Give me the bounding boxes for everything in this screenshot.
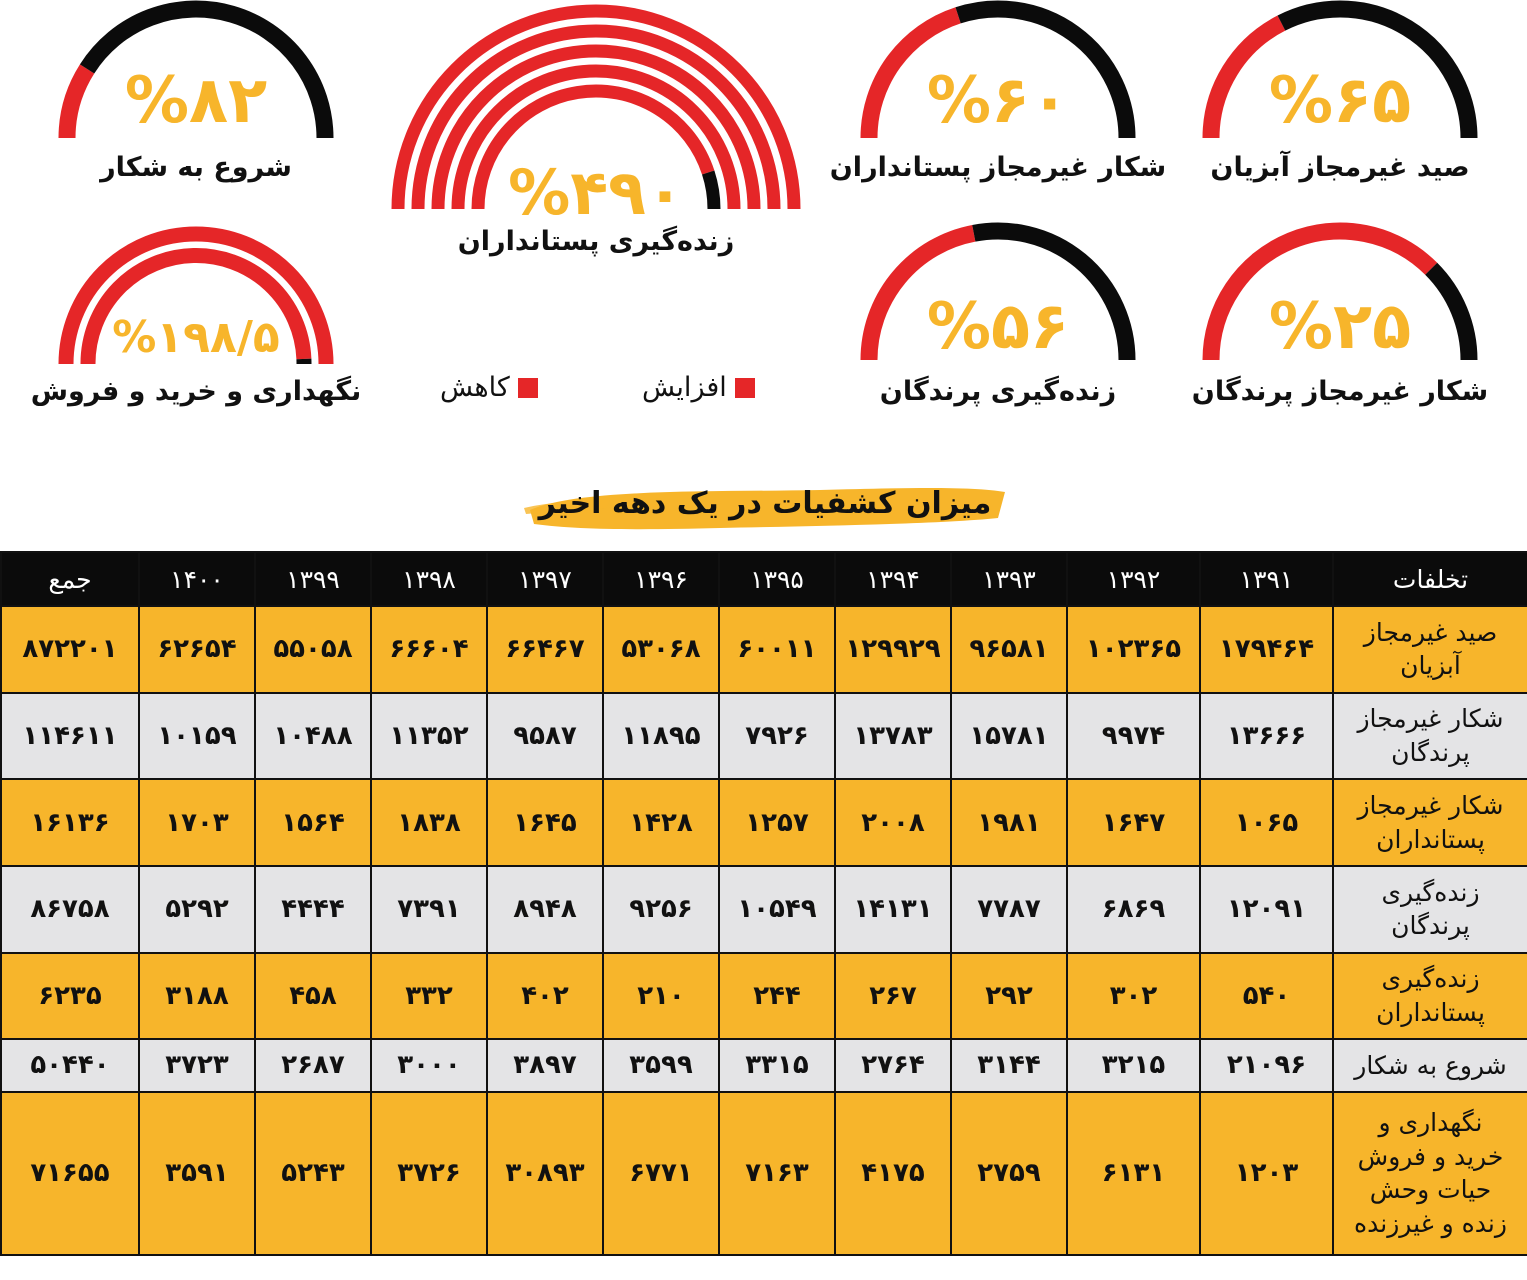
table-cell: ۱۱۴۶۱۱: [1, 693, 139, 780]
row-label: [1333, 953, 1527, 1040]
legend-increase-label: افزایش: [642, 372, 727, 403]
table-cell: ۱۹۸۱: [951, 779, 1067, 866]
row-label-line: زنده‌گیری: [1381, 877, 1480, 907]
gauge-zendegiri-pestandaran: [390, 28, 802, 273]
table-cell: ۲۶۷: [835, 953, 951, 1040]
table-row: [1, 953, 1527, 1040]
column-header: تخلفات: [1333, 552, 1527, 606]
row-label-line: شروع به شکار: [1354, 1050, 1507, 1080]
table-cell: ۲۹۲: [951, 953, 1067, 1040]
row-label-line: آبزیان: [1400, 651, 1461, 681]
table-cell: ۲۰۰۸: [835, 779, 951, 866]
table-cell: ۳۰۸۹۳: [487, 1092, 603, 1255]
table-cell: ۵۲۴۳: [255, 1092, 371, 1255]
column-header: ۱۳۹۵: [719, 552, 835, 606]
table-cell: ۱۲۵۷: [719, 779, 835, 866]
table-cell: ۴۴۴۴: [255, 866, 371, 953]
table-cell: ۹۲۵۶: [603, 866, 719, 953]
table-row: [1, 606, 1527, 693]
gauge-shoroo-shekar: [58, 6, 334, 196]
table-cell: ۷۱۶۳: [719, 1092, 835, 1255]
table-cell: ۱۴۱۳۱: [835, 866, 951, 953]
table-cell: ۱۸۳۸: [371, 779, 487, 866]
gauge-percent: %۱۹۸/۵: [112, 312, 280, 363]
gauge-percent: %۶۰: [926, 64, 1070, 138]
table-cell: ۶۶۴۶۷: [487, 606, 603, 693]
table-cell: ۶۲۶۵۴: [139, 606, 255, 693]
row-label-line: پستانداران: [1376, 997, 1485, 1027]
table-cell: ۶۱۳۱: [1067, 1092, 1200, 1255]
table-cell: ۱۴۲۸: [603, 779, 719, 866]
table-cell: ۶۸۶۹: [1067, 866, 1200, 953]
table-cell: ۱۳۷۸۳: [835, 693, 951, 780]
row-label-line: زنده‌گیری: [1381, 964, 1480, 994]
table-title-banner: [520, 478, 1010, 536]
table-cell: ۵۳۰۶۸: [603, 606, 719, 693]
column-header: ۱۳۹۳: [951, 552, 1067, 606]
table-row: [1, 1092, 1527, 1255]
table-cell: ۳۰۰۰: [371, 1039, 487, 1091]
table-cell: ۴۱۷۵: [835, 1092, 951, 1255]
row-label-line: پرندگان: [1391, 737, 1470, 767]
row-label: [1333, 866, 1527, 953]
row-label: [1333, 1039, 1527, 1091]
table-cell: ۶۷۷۱: [603, 1092, 719, 1255]
gauge-label: زنده‌گیری پستانداران: [457, 226, 735, 257]
gauge-shekar-parandegan: [1191, 228, 1489, 418]
table-cell: ۳۰۲: [1067, 953, 1200, 1040]
table-cell: ۸۷۲۲۰۱: [1, 606, 139, 693]
column-header: ۱۳۹۲: [1067, 552, 1200, 606]
gauge-zendegiri-parandegan: [860, 228, 1136, 418]
table-cell: ۲۱۰۹۶: [1200, 1039, 1333, 1091]
table-cell: ۱۱۸۹۵: [603, 693, 719, 780]
table-cell: ۵۴۰: [1200, 953, 1333, 1040]
table-cell: ۲۷۵۹: [951, 1092, 1067, 1255]
gauge-shekar-pestandaran: [829, 6, 1167, 196]
row-label: [1333, 779, 1527, 866]
row-label-line: شکار غیرمجاز: [1357, 704, 1504, 734]
table-row: [1, 866, 1527, 953]
column-header: ۱۳۹۸: [371, 552, 487, 606]
row-label-line: زنده و غیرزنده: [1354, 1209, 1507, 1239]
gauge-negahdari: [30, 228, 362, 418]
gauge-label: شروع به شکار: [100, 152, 292, 183]
table-cell: ۲۴۴: [719, 953, 835, 1040]
row-label-line: شکار غیرمجاز: [1357, 790, 1504, 820]
gauge-percent: %۶۵: [1268, 64, 1412, 138]
table-cell: ۱۲۰۹۱: [1200, 866, 1333, 953]
violations-table: [0, 551, 1527, 1256]
row-label: [1333, 1092, 1527, 1255]
legend-decrease-label: کاهش: [440, 372, 510, 403]
gauge-percent: %۸۲: [124, 64, 268, 138]
table-cell: ۳۲۱۵: [1067, 1039, 1200, 1091]
table-cell: ۹۶۵۸۱: [951, 606, 1067, 693]
table-cell: ۵۵۰۵۸: [255, 606, 371, 693]
table-cell: ۴۰۲: [487, 953, 603, 1040]
legend-decrease: [440, 372, 538, 403]
table-title: میزان کشفیات در یک دهه اخیر: [538, 486, 992, 521]
table-cell: ۳۵۹۹: [603, 1039, 719, 1091]
table-cell: ۷۹۲۶: [719, 693, 835, 780]
column-header: جمع: [1, 552, 139, 606]
row-label-line: نگهداری و: [1378, 1107, 1483, 1137]
table-cell: ۷۳۹۱: [371, 866, 487, 953]
gauge-label: شکار غیرمجاز پرندگان: [1191, 376, 1489, 407]
table-cell: ۵۲۹۲: [139, 866, 255, 953]
row-label-line: حیات وحش: [1369, 1175, 1492, 1205]
table-cell: ۱۰۱۵۹: [139, 693, 255, 780]
table-cell: ۱۶۴۵: [487, 779, 603, 866]
legend-increase: [642, 372, 755, 403]
table-cell: ۵۰۴۴۰: [1, 1039, 139, 1091]
table-cell: ۳۳۱۵: [719, 1039, 835, 1091]
column-header: ۱۳۹۷: [487, 552, 603, 606]
table-cell: ۱۷۹۴۶۴: [1200, 606, 1333, 693]
column-header: ۱۳۹۴: [835, 552, 951, 606]
table-cell: ۳۷۲۳: [139, 1039, 255, 1091]
table-cell: ۱۳۶۶۶: [1200, 693, 1333, 780]
table-cell: ۸۶۷۵۸: [1, 866, 139, 953]
table-cell: ۱۷۰۳: [139, 779, 255, 866]
table-cell: ۳۳۲: [371, 953, 487, 1040]
row-label: [1333, 606, 1527, 693]
table-cell: ۱۰۵۴۹: [719, 866, 835, 953]
gauge-percent: %۴۹۰: [508, 156, 684, 229]
gauge-label: نگهداری و خرید و فروش: [30, 376, 362, 407]
table-cell: ۲۱۰: [603, 953, 719, 1040]
column-header: ۱۳۹۱: [1200, 552, 1333, 606]
table-cell: ۸۹۴۸: [487, 866, 603, 953]
column-header: ۱۳۹۶: [603, 552, 719, 606]
table-cell: ۱۰۶۵: [1200, 779, 1333, 866]
table-cell: ۶۲۳۵: [1, 953, 139, 1040]
row-label: [1333, 693, 1527, 780]
table-cell: ۱۰۴۸۸: [255, 693, 371, 780]
table-cell: ۹۵۸۷: [487, 693, 603, 780]
table-row: [1, 693, 1527, 780]
table-cell: ۳۸۹۷: [487, 1039, 603, 1091]
gauge-percent: %۵۶: [926, 290, 1070, 364]
row-label-line: خرید و فروش: [1357, 1141, 1504, 1171]
table-cell: ۴۵۸: [255, 953, 371, 1040]
row-label-line: صید غیرمجاز: [1363, 617, 1498, 647]
table-cell: ۷۱۶۵۵: [1, 1092, 139, 1255]
table-cell: ۱۱۳۵۲: [371, 693, 487, 780]
gauge-said-abzian: [1202, 6, 1478, 196]
table-cell: ۷۷۸۷: [951, 866, 1067, 953]
table-cell: ۱۵۷۸۱: [951, 693, 1067, 780]
table-cell: ۳۱۸۸: [139, 953, 255, 1040]
table-row: [1, 779, 1527, 866]
legend-increase-swatch: [735, 378, 755, 398]
gauge-label: صید غیرمجاز آبزیان: [1210, 152, 1470, 183]
table-cell: ۱۰۲۳۶۵: [1067, 606, 1200, 693]
table-cell: ۱۵۶۴: [255, 779, 371, 866]
table-cell: ۶۰۰۱۱: [719, 606, 835, 693]
table-cell: ۶۶۶۰۴: [371, 606, 487, 693]
table-cell: ۱۶۱۳۶: [1, 779, 139, 866]
table-cell: ۳۵۹۱: [139, 1092, 255, 1255]
column-header: ۱۴۰۰: [139, 552, 255, 606]
table-cell: ۹۹۷۴: [1067, 693, 1200, 780]
column-header: ۱۳۹۹: [255, 552, 371, 606]
gauge-label: زنده‌گیری پرندگان: [879, 376, 1117, 407]
table-cell: ۳۱۴۴: [951, 1039, 1067, 1091]
table-cell: ۱۶۴۷: [1067, 779, 1200, 866]
table-header-row: [1, 552, 1527, 606]
table-cell: ۳۷۲۶: [371, 1092, 487, 1255]
row-label-line: پستانداران: [1376, 824, 1485, 854]
gauge-percent: %۲۵: [1268, 290, 1412, 364]
table-cell: ۱۲۹۹۲۹: [835, 606, 951, 693]
gauge-label: شکار غیرمجاز پستانداران: [829, 152, 1167, 183]
table-row: [1, 1039, 1527, 1091]
row-label-line: پرندگان: [1391, 911, 1470, 941]
table-cell: ۱۲۰۳: [1200, 1092, 1333, 1255]
table-cell: ۲۶۸۷: [255, 1039, 371, 1091]
legend-decrease-swatch: [518, 378, 538, 398]
table-cell: ۲۷۶۴: [835, 1039, 951, 1091]
